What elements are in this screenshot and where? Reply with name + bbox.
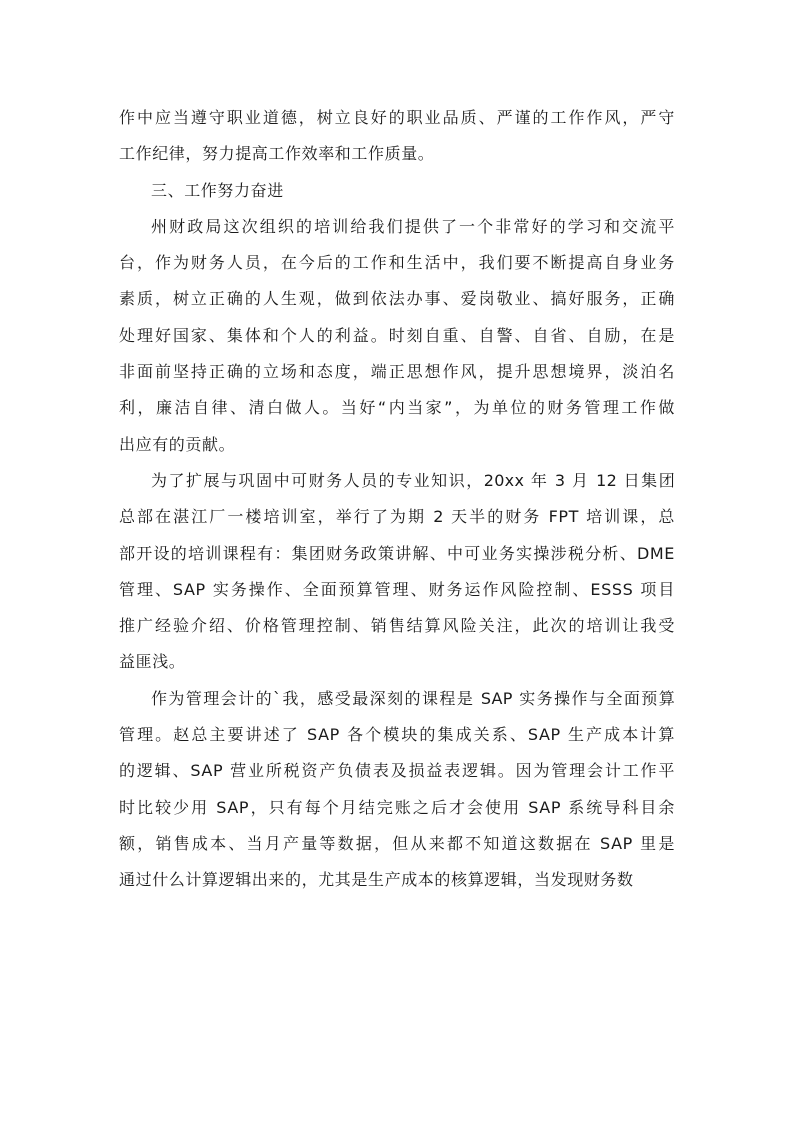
text-line: 工作纪律，努力提高工作效率和工作质量。	[119, 144, 435, 164]
text-line: 管理、SAP 实务操作、全面预算管理、财务运作风险控制、ESSS 项目	[119, 579, 675, 599]
text-line: 台，作为财务人员，在今后的工作和生活中，我们要不断提高自身业务	[119, 253, 675, 273]
text-line: 非面前坚持正确的立场和态度，端正思想作风，提升思想境界，淡泊名	[119, 362, 675, 382]
paragraph	[119, 209, 675, 463]
text-line: 作中应当遵守职业道德，树立良好的职业品质、严谨的工作作风，严守	[119, 108, 675, 127]
text-line: 益匪浅。	[119, 652, 186, 672]
paragraph	[119, 100, 675, 173]
text-line: 管理。赵总主要讲述了 SAP 各个模块的集成关系、SAP 生产成本计算	[119, 725, 675, 745]
text-line: 素质，树立正确的人生观，做到依法办事、爱岗敬业、搞好服务，正确	[119, 289, 675, 309]
paragraph	[119, 463, 675, 681]
text-line: 的逻辑、SAP 营业所税资产负债表及损益表逻辑。因为管理会计工作平	[119, 761, 675, 781]
text-line: 通过什么计算逻辑出来的，尤其是生产成本的核算逻辑，当发现财务数	[119, 870, 634, 890]
text-line: 为了扩展与巩固中可财务人员的专业知识，20xx 年 3 月 12 日集团	[151, 470, 675, 490]
text-line: 部开设的培训课程有：集团财务政策讲解、中可业务实操涉税分析、DME	[119, 543, 675, 563]
text-line: 推广经验介绍、价格管理控制、销售结算风险关注，此次的培训让我受	[119, 616, 675, 636]
text-line: 出应有的贡献。	[119, 434, 236, 454]
text-line: 利，廉洁自律、清白做人。当好“内当家”，为单位的财务管理工作做	[119, 398, 675, 418]
text-line: 三、工作努力奋进	[151, 180, 284, 200]
text-line: 额，销售成本、当月产量等数据，但从来都不知道这数据在 SAP 里是	[119, 833, 675, 853]
text-line: 时比较少用 SAP，只有每个月结完账之后才会使用 SAP 系统导科目余	[119, 797, 675, 817]
text-line: 州财政局这次组织的培训给我们提供了一个非常好的学习和交流平	[151, 216, 675, 236]
document-body	[119, 100, 675, 899]
text-line: 作为管理会计的`我，感受最深刻的课程是 SAP 实务操作与全面预算	[151, 688, 675, 708]
paragraph	[119, 173, 675, 209]
paragraph	[119, 681, 675, 899]
text-line: 处理好国家、集体和个人的利益。时刻自重、自警、自省、自励，在是	[119, 325, 675, 345]
text-line: 总部在湛江厂一楼培训室，举行了为期 2 天半的财务 FPT 培训课，总	[119, 507, 675, 527]
